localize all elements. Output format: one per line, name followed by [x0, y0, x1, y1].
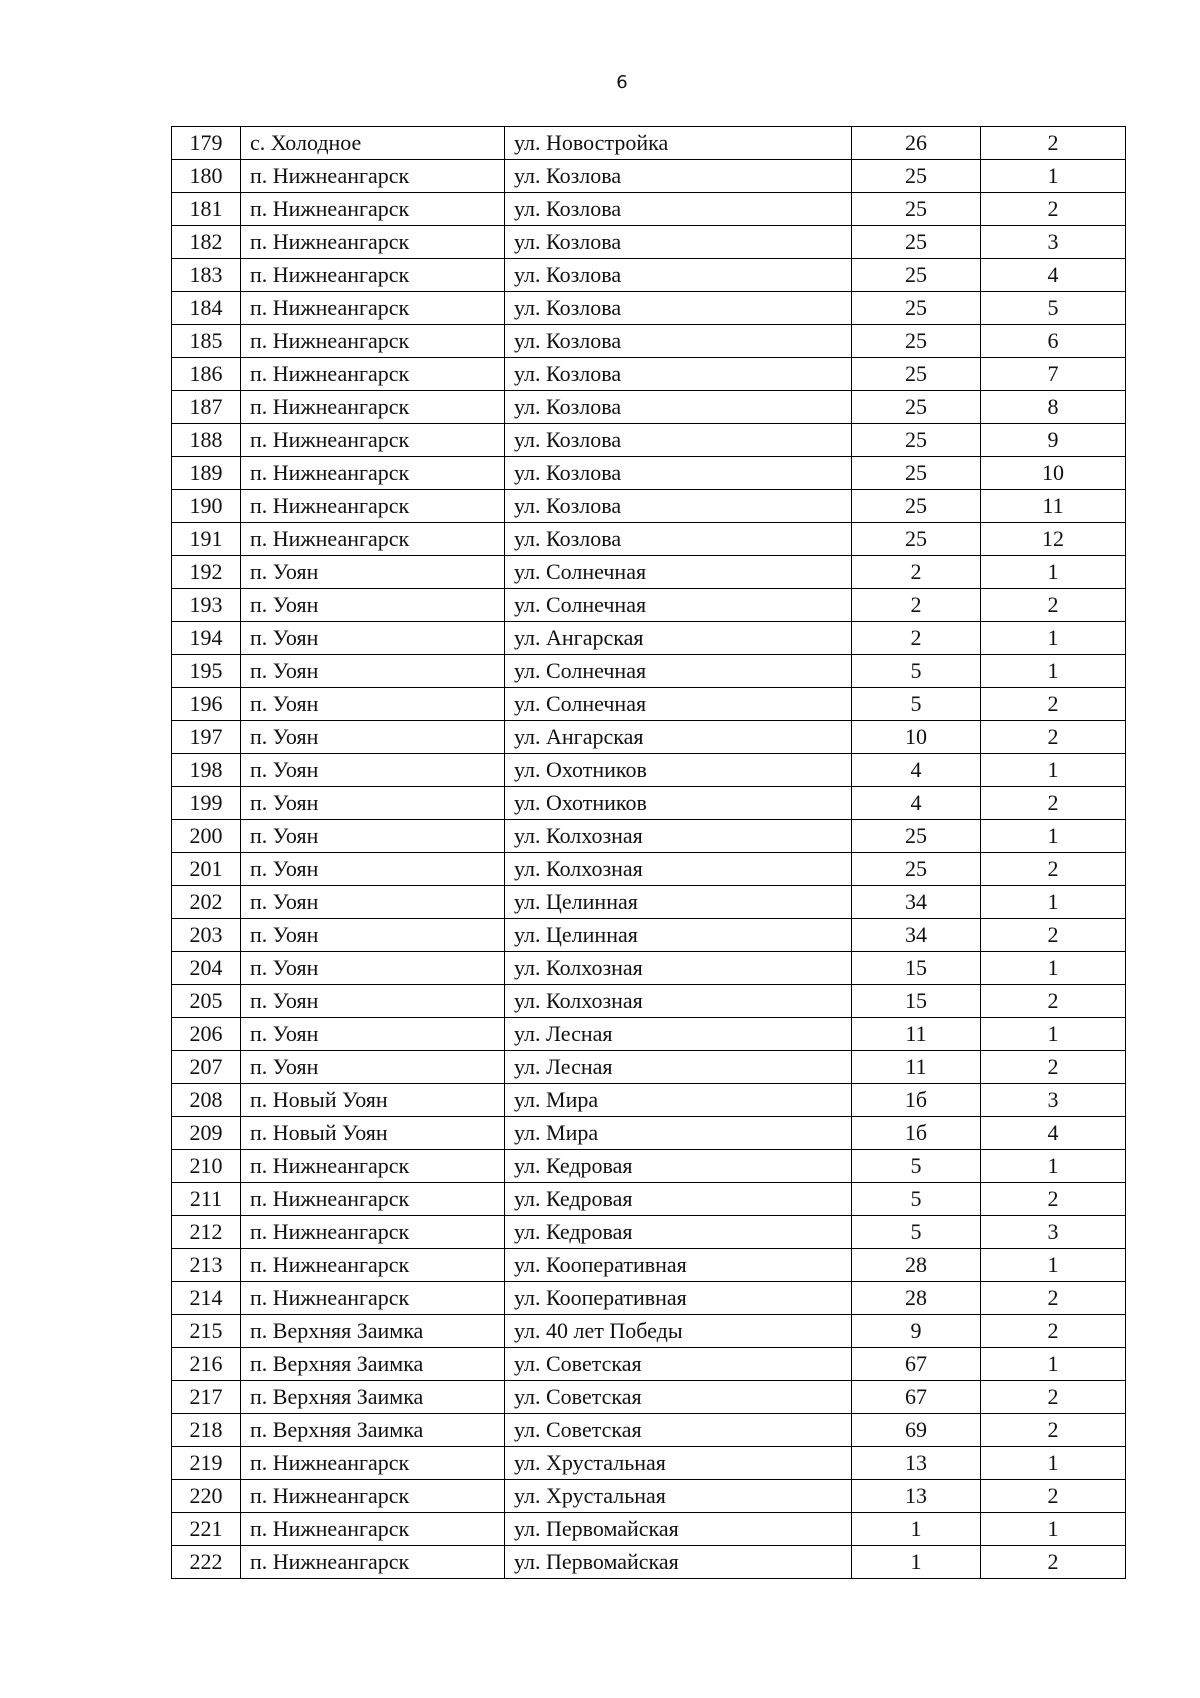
row-number: 200 — [172, 820, 241, 853]
row-number: 195 — [172, 655, 241, 688]
street: ул. Мира — [505, 1084, 852, 1117]
apartment-number: 1 — [981, 160, 1126, 193]
house-number: 26 — [852, 127, 981, 160]
settlement: п. Нижнеангарск — [241, 160, 505, 193]
settlement: п. Нижнеангарск — [241, 292, 505, 325]
street: ул. Первомайская — [505, 1513, 852, 1546]
row-number: 219 — [172, 1447, 241, 1480]
street: ул. Козлова — [505, 457, 852, 490]
settlement: п. Верхняя Заимка — [241, 1348, 505, 1381]
row-number: 220 — [172, 1480, 241, 1513]
settlement: п. Нижнеангарск — [241, 523, 505, 556]
street: ул. Козлова — [505, 193, 852, 226]
settlement: п. Нижнеангарск — [241, 424, 505, 457]
settlement: п. Новый Уоян — [241, 1084, 505, 1117]
apartment-number: 1 — [981, 1150, 1126, 1183]
house-number: 2 — [852, 589, 981, 622]
table-row — [172, 1117, 1126, 1150]
table-row — [172, 292, 1126, 325]
apartment-number: 2 — [981, 589, 1126, 622]
house-number: 4 — [852, 754, 981, 787]
house-number: 11 — [852, 1018, 981, 1051]
table-row — [172, 160, 1126, 193]
settlement: п. Уоян — [241, 919, 505, 952]
house-number: 25 — [852, 853, 981, 886]
row-number: 193 — [172, 589, 241, 622]
table-row — [172, 325, 1126, 358]
table-row — [172, 754, 1126, 787]
house-number: 5 — [852, 1150, 981, 1183]
street: ул. Хрустальная — [505, 1480, 852, 1513]
street: ул. Целинная — [505, 886, 852, 919]
apartment-number: 2 — [981, 1381, 1126, 1414]
table-row — [172, 688, 1126, 721]
house-number: 5 — [852, 1183, 981, 1216]
house-number: 5 — [852, 655, 981, 688]
house-number: 13 — [852, 1480, 981, 1513]
apartment-number: 3 — [981, 1216, 1126, 1249]
settlement: п. Уоян — [241, 787, 505, 820]
row-number: 196 — [172, 688, 241, 721]
house-number: 1 — [852, 1546, 981, 1579]
address-table — [171, 126, 1126, 1579]
apartment-number: 2 — [981, 919, 1126, 952]
house-number: 25 — [852, 160, 981, 193]
row-number: 203 — [172, 919, 241, 952]
street: ул. Хрустальная — [505, 1447, 852, 1480]
apartment-number: 5 — [981, 292, 1126, 325]
street: ул. Кедровая — [505, 1183, 852, 1216]
house-number: 25 — [852, 490, 981, 523]
row-number: 214 — [172, 1282, 241, 1315]
table-row — [172, 556, 1126, 589]
apartment-number: 2 — [981, 1480, 1126, 1513]
row-number: 189 — [172, 457, 241, 490]
street: ул. Охотников — [505, 754, 852, 787]
apartment-number: 1 — [981, 820, 1126, 853]
row-number: 184 — [172, 292, 241, 325]
house-number: 15 — [852, 952, 981, 985]
street: ул. Мира — [505, 1117, 852, 1150]
house-number: 13 — [852, 1447, 981, 1480]
house-number: 10 — [852, 721, 981, 754]
house-number: 28 — [852, 1282, 981, 1315]
table-row — [172, 1216, 1126, 1249]
street: ул. Солнечная — [505, 655, 852, 688]
row-number: 211 — [172, 1183, 241, 1216]
street: ул. Кедровая — [505, 1150, 852, 1183]
settlement: п. Уоян — [241, 589, 505, 622]
row-number: 221 — [172, 1513, 241, 1546]
house-number: 25 — [852, 226, 981, 259]
settlement: п. Нижнеангарск — [241, 1249, 505, 1282]
row-number: 213 — [172, 1249, 241, 1282]
apartment-number: 1 — [981, 1447, 1126, 1480]
settlement: п. Нижнеангарск — [241, 1183, 505, 1216]
street: ул. Козлова — [505, 424, 852, 457]
house-number: 25 — [852, 358, 981, 391]
row-number: 201 — [172, 853, 241, 886]
settlement: п. Нижнеангарск — [241, 1447, 505, 1480]
apartment-number: 2 — [981, 1282, 1126, 1315]
table-row — [172, 1183, 1126, 1216]
row-number: 222 — [172, 1546, 241, 1579]
row-number: 209 — [172, 1117, 241, 1150]
street: ул. Козлова — [505, 358, 852, 391]
table-row — [172, 127, 1126, 160]
settlement: п. Уоян — [241, 556, 505, 589]
street: ул. Кооперативная — [505, 1249, 852, 1282]
row-number: 216 — [172, 1348, 241, 1381]
row-number: 190 — [172, 490, 241, 523]
table-row — [172, 1414, 1126, 1447]
settlement: п. Новый Уоян — [241, 1117, 505, 1150]
table-row — [172, 919, 1126, 952]
apartment-number: 4 — [981, 1117, 1126, 1150]
settlement: п. Нижнеангарск — [241, 325, 505, 358]
table-row — [172, 589, 1126, 622]
street: ул. Солнечная — [505, 589, 852, 622]
house-number: 25 — [852, 325, 981, 358]
row-number: 204 — [172, 952, 241, 985]
table-row — [172, 1282, 1126, 1315]
street: ул. Лесная — [505, 1018, 852, 1051]
row-number: 215 — [172, 1315, 241, 1348]
house-number: 2 — [852, 622, 981, 655]
street: ул. Козлова — [505, 391, 852, 424]
apartment-number: 2 — [981, 1051, 1126, 1084]
street: ул. Козлова — [505, 490, 852, 523]
table-row — [172, 226, 1126, 259]
settlement: п. Уоян — [241, 754, 505, 787]
row-number: 202 — [172, 886, 241, 919]
table-row — [172, 1018, 1126, 1051]
house-number: 9 — [852, 1315, 981, 1348]
apartment-number: 1 — [981, 886, 1126, 919]
street: ул. Ангарская — [505, 721, 852, 754]
house-number: 34 — [852, 919, 981, 952]
row-number: 199 — [172, 787, 241, 820]
house-number: 69 — [852, 1414, 981, 1447]
apartment-number: 12 — [981, 523, 1126, 556]
street: ул. 40 лет Победы — [505, 1315, 852, 1348]
settlement: п. Уоян — [241, 886, 505, 919]
row-number: 181 — [172, 193, 241, 226]
row-number: 192 — [172, 556, 241, 589]
row-number: 218 — [172, 1414, 241, 1447]
apartment-number: 2 — [981, 787, 1126, 820]
street: ул. Советская — [505, 1381, 852, 1414]
row-number: 198 — [172, 754, 241, 787]
table-row — [172, 1546, 1126, 1579]
house-number: 25 — [852, 424, 981, 457]
table-row — [172, 1348, 1126, 1381]
house-number: 1б — [852, 1117, 981, 1150]
settlement: п. Нижнеангарск — [241, 1282, 505, 1315]
apartment-number: 8 — [981, 391, 1126, 424]
page-number: 6 — [616, 72, 628, 93]
street: ул. Колхозная — [505, 985, 852, 1018]
house-number: 25 — [852, 523, 981, 556]
street: ул. Кооперативная — [505, 1282, 852, 1315]
house-number: 25 — [852, 259, 981, 292]
table-row — [172, 655, 1126, 688]
street: ул. Козлова — [505, 160, 852, 193]
table-row — [172, 820, 1126, 853]
street: ул. Охотников — [505, 787, 852, 820]
row-number: 194 — [172, 622, 241, 655]
settlement: п. Нижнеангарск — [241, 1216, 505, 1249]
house-number: 25 — [852, 391, 981, 424]
table-row — [172, 1150, 1126, 1183]
street: ул. Советская — [505, 1348, 852, 1381]
street: ул. Колхозная — [505, 853, 852, 886]
settlement: п. Уоян — [241, 688, 505, 721]
apartment-number: 1 — [981, 1018, 1126, 1051]
table-row — [172, 1480, 1126, 1513]
table-row — [172, 853, 1126, 886]
house-number: 67 — [852, 1348, 981, 1381]
settlement: п. Уоян — [241, 1051, 505, 1084]
house-number: 1б — [852, 1084, 981, 1117]
settlement: п. Верхняя Заимка — [241, 1381, 505, 1414]
street: ул. Ангарская — [505, 622, 852, 655]
house-number: 1 — [852, 1513, 981, 1546]
row-number: 180 — [172, 160, 241, 193]
table-row — [172, 787, 1126, 820]
apartment-number: 2 — [981, 985, 1126, 1018]
apartment-number: 2 — [981, 1546, 1126, 1579]
table-row — [172, 1513, 1126, 1546]
settlement: п. Уоян — [241, 952, 505, 985]
settlement: п. Нижнеангарск — [241, 490, 505, 523]
settlement: п. Уоян — [241, 655, 505, 688]
settlement: п. Нижнеангарск — [241, 457, 505, 490]
house-number: 2 — [852, 556, 981, 589]
row-number: 182 — [172, 226, 241, 259]
street: ул. Лесная — [505, 1051, 852, 1084]
house-number: 67 — [852, 1381, 981, 1414]
street: ул. Новостройка — [505, 127, 852, 160]
apartment-number: 1 — [981, 952, 1126, 985]
table-row — [172, 952, 1126, 985]
street: ул. Колхозная — [505, 820, 852, 853]
street: ул. Козлова — [505, 325, 852, 358]
row-number: 191 — [172, 523, 241, 556]
table-row — [172, 424, 1126, 457]
row-number: 210 — [172, 1150, 241, 1183]
house-number: 28 — [852, 1249, 981, 1282]
street: ул. Козлова — [505, 292, 852, 325]
settlement: п. Верхняя Заимка — [241, 1315, 505, 1348]
apartment-number: 10 — [981, 457, 1126, 490]
address-table-body — [172, 127, 1126, 1579]
house-number: 4 — [852, 787, 981, 820]
table-row — [172, 457, 1126, 490]
street: ул. Козлова — [505, 523, 852, 556]
table-row — [172, 391, 1126, 424]
table-row — [172, 490, 1126, 523]
settlement: п. Уоян — [241, 820, 505, 853]
house-number: 15 — [852, 985, 981, 1018]
house-number: 5 — [852, 1216, 981, 1249]
settlement: п. Нижнеангарск — [241, 1480, 505, 1513]
house-number: 34 — [852, 886, 981, 919]
street: ул. Первомайская — [505, 1546, 852, 1579]
table-row — [172, 985, 1126, 1018]
row-number: 207 — [172, 1051, 241, 1084]
table-row — [172, 721, 1126, 754]
table-row — [172, 1315, 1126, 1348]
table-row — [172, 622, 1126, 655]
settlement: п. Нижнеангарск — [241, 1546, 505, 1579]
table-row — [172, 1381, 1126, 1414]
table-row — [172, 1084, 1126, 1117]
table-row — [172, 193, 1126, 226]
row-number: 197 — [172, 721, 241, 754]
row-number: 186 — [172, 358, 241, 391]
apartment-number: 1 — [981, 1513, 1126, 1546]
house-number: 11 — [852, 1051, 981, 1084]
house-number: 25 — [852, 193, 981, 226]
house-number: 25 — [852, 292, 981, 325]
row-number: 208 — [172, 1084, 241, 1117]
apartment-number: 2 — [981, 688, 1126, 721]
apartment-number: 3 — [981, 1084, 1126, 1117]
row-number: 185 — [172, 325, 241, 358]
row-number: 179 — [172, 127, 241, 160]
apartment-number: 11 — [981, 490, 1126, 523]
apartment-number: 3 — [981, 226, 1126, 259]
row-number: 217 — [172, 1381, 241, 1414]
row-number: 205 — [172, 985, 241, 1018]
row-number: 206 — [172, 1018, 241, 1051]
apartment-number: 7 — [981, 358, 1126, 391]
apartment-number: 1 — [981, 655, 1126, 688]
house-number: 25 — [852, 457, 981, 490]
settlement: п. Уоян — [241, 853, 505, 886]
street: ул. Козлова — [505, 259, 852, 292]
street: ул. Целинная — [505, 919, 852, 952]
street: ул. Колхозная — [505, 952, 852, 985]
apartment-number: 1 — [981, 1249, 1126, 1282]
settlement: п. Уоян — [241, 1018, 505, 1051]
apartment-number: 2 — [981, 1414, 1126, 1447]
apartment-number: 2 — [981, 127, 1126, 160]
table-row — [172, 886, 1126, 919]
row-number: 183 — [172, 259, 241, 292]
row-number: 212 — [172, 1216, 241, 1249]
street: ул. Солнечная — [505, 556, 852, 589]
apartment-number: 2 — [981, 1315, 1126, 1348]
apartment-number: 2 — [981, 193, 1126, 226]
settlement: п. Верхняя Заимка — [241, 1414, 505, 1447]
settlement: п. Нижнеангарск — [241, 358, 505, 391]
apartment-number: 2 — [981, 721, 1126, 754]
row-number: 187 — [172, 391, 241, 424]
street: ул. Солнечная — [505, 688, 852, 721]
settlement: с. Холодное — [241, 127, 505, 160]
street: ул. Кедровая — [505, 1216, 852, 1249]
street: ул. Советская — [505, 1414, 852, 1447]
settlement: п. Нижнеангарск — [241, 193, 505, 226]
settlement: п. Нижнеангарск — [241, 259, 505, 292]
apartment-number: 2 — [981, 853, 1126, 886]
apartment-number: 1 — [981, 754, 1126, 787]
table-row — [172, 358, 1126, 391]
apartment-number: 4 — [981, 259, 1126, 292]
table-row — [172, 1447, 1126, 1480]
settlement: п. Нижнеангарск — [241, 226, 505, 259]
row-number: 188 — [172, 424, 241, 457]
settlement: п. Уоян — [241, 622, 505, 655]
table-row — [172, 1249, 1126, 1282]
apartment-number: 6 — [981, 325, 1126, 358]
street: ул. Козлова — [505, 226, 852, 259]
table-row — [172, 1051, 1126, 1084]
house-number: 25 — [852, 820, 981, 853]
table-row — [172, 523, 1126, 556]
apartment-number: 1 — [981, 556, 1126, 589]
apartment-number: 1 — [981, 622, 1126, 655]
settlement: п. Уоян — [241, 985, 505, 1018]
apartment-number: 9 — [981, 424, 1126, 457]
house-number: 5 — [852, 688, 981, 721]
settlement: п. Нижнеангарск — [241, 1150, 505, 1183]
apartment-number: 2 — [981, 1183, 1126, 1216]
settlement: п. Уоян — [241, 721, 505, 754]
table-row — [172, 259, 1126, 292]
apartment-number: 1 — [981, 1348, 1126, 1381]
settlement: п. Нижнеангарск — [241, 391, 505, 424]
settlement: п. Нижнеангарск — [241, 1513, 505, 1546]
